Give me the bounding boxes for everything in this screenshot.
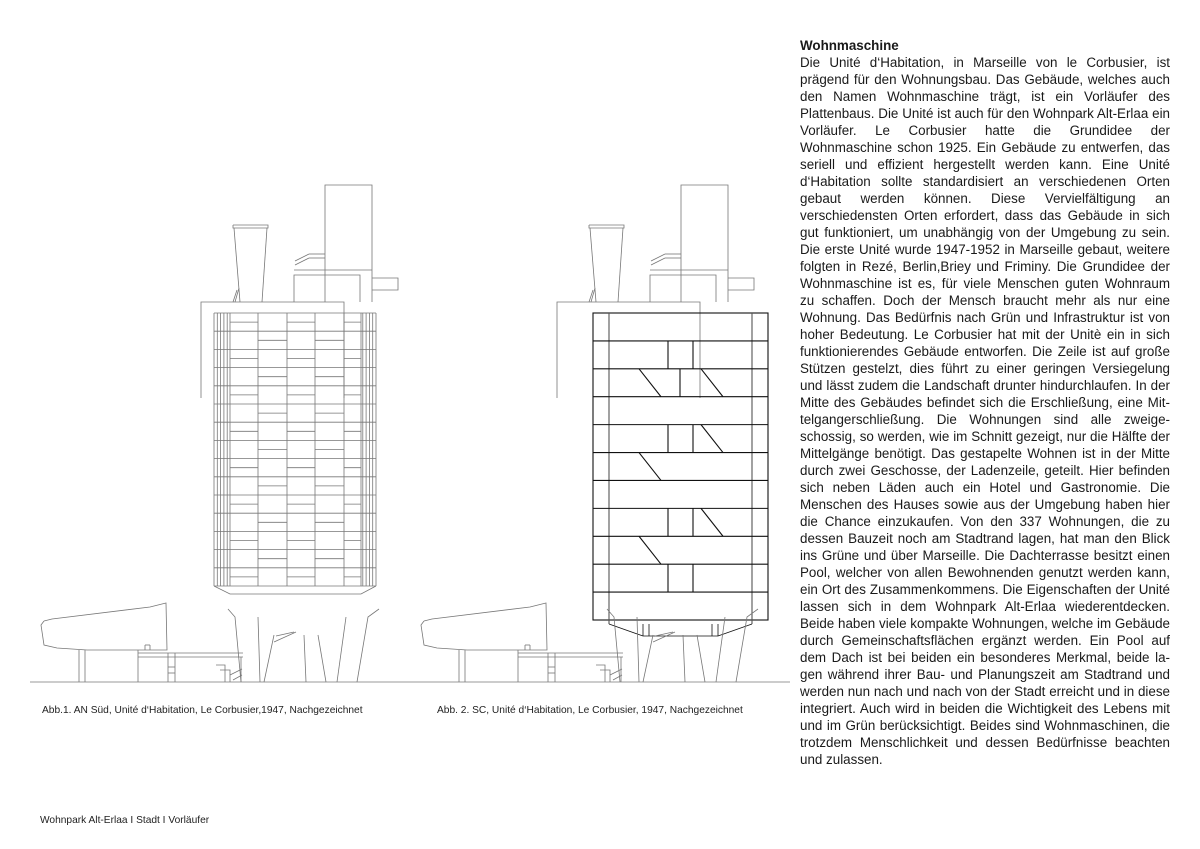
roof-structures xyxy=(201,185,398,398)
section-svg xyxy=(410,170,790,690)
article-body: Die Unité d‘Habitation, in Marseille von le Corbusier, ist prägend für den Wohnungsbau. Das Gebäude, welches auch den Namen Wohnmaschine trägt, ist ein Vorläufer des Plattenbaus. Die Unité ist auch für den Wohnpark Alt-Erlaa ein Vorläufer. Le Corbusier hatte die Grundidee der Wohnmaschine schon 1925. Ein Gebäude zu entwerfen, das seriell und effizient hergestellt werden kann. Eine Unité d‘Habitation sollte standardisiert an verschiedenen Orten gebaut werden können. Diese Vervielfältigung an verschiedensten Orten erfordert, dass das Gebäude in sich gut funktioniert, um unabhängig von der Umgebung zu sein. Die erste Unité wurde 1947-1952 in Marseille gebaut, weitere folgten in Rezé, Berlin,Briey und Friminy. Die Grundidee der Wohnmaschine ist es, für viele Menschen guten Wohnraum zu schaffen. Doch der Mensch braucht mehr als nur eine Wohnung. Das Bedürfnis nach Grün und Infrastruktur ist von hoher Bedeutung. Le Corbusier hat mit der Unitè ein in sich funktionierendes Gebäude entworfen. Die Zeile ist auf große Stützen gestelzt, dies führt zu einer geringen Versiegelung und lässt zudem die Landschaft drunter hindurchlaufen. In der Mitte des Gebäudes befindet sich die Erschließung, eine Mittelgangerschließung. Die Wohnungen sind alle zweigeschossig, so werden, wie im Schnitt gezeigt, nur die Hälfte der Mittelgänge benötigt. Das gestapelte Wohnen ist in der Mitte durch zwei Geschosse, der Ladenzeile, geteilt. Hier befinden sich neben Läden auch ein Hotel und Gastronomie. Die Menschen des Hauses sowie aus der Umgebung haben hier die Chance einzukaufen. Von den 337 Wohnungen, die zu dessen Bauzeit noch am Stadtrand lagen, hat man den Blick ins Grüne und über Marseille. Die Dachterrasse besitzt einen Pool, welcher von allen Bewohnenden genutzt werden kann, ein Ort des Zusammenkommens. Die Eigenschaften der Unité lassen sich in dem Wohnpark Alt-Erlaa wiederentdecken. Beide haben viele kompakte Wohnungen, welche im Gebäude durch Gemeinschaftsflächen ergänzt werden. Ein Pool auf dem Dach ist bei beiden ein besonderes Merkmal, beide lagen während ihrer Bau- und Planungszeit am Stadtrand und werden nun nach und nach von der Stadt erreicht und in diese integriert. Auch wird in beiden die Wichtigkeit des Lebens mit und im Grün berücksichtigt. Beides sind Wohnmaschinen, die trotzdem Menschlichkeit und dessen Bedürfnisse beachten und zulassen. xyxy=(800,55,1170,767)
entrance-canopy xyxy=(41,603,167,650)
stair-diag xyxy=(610,669,622,675)
stair-diagonal xyxy=(639,453,661,481)
pilotis-and-ground xyxy=(30,586,410,682)
piloti-brace xyxy=(653,632,675,642)
chimney-cap xyxy=(589,225,624,228)
section-outline xyxy=(593,313,768,620)
stair-diagonal xyxy=(701,425,723,453)
roof-annex xyxy=(728,278,754,290)
stair-diagonal xyxy=(639,536,661,564)
roof-slab xyxy=(201,302,344,398)
chimney-side xyxy=(618,228,623,302)
facade-grid xyxy=(214,313,376,586)
roof-block xyxy=(650,275,716,302)
piloti xyxy=(637,617,639,682)
stair-diagonal xyxy=(639,369,661,397)
ramp-line xyxy=(651,258,665,265)
chimney-cap xyxy=(233,225,268,228)
stair-diagonal xyxy=(701,508,723,536)
piloti xyxy=(264,635,274,682)
piloti xyxy=(258,617,260,682)
body-underside xyxy=(609,624,752,636)
page-footer: Wohnpark Alt-Erlaa I Stadt I Vorläufer xyxy=(40,815,210,826)
piloti xyxy=(683,635,685,682)
piloti-right-edge xyxy=(357,609,379,682)
ramp-line xyxy=(295,254,309,261)
piloti xyxy=(318,635,326,682)
figure-2-caption: Abb. 2. SC, Unité d‘Habitation, Le Corbusier, 1947, Nachgezeichnet xyxy=(437,705,743,716)
roof-annex xyxy=(372,278,398,290)
figure-1-caption: Abb.1. AN Süd, Unité d‘Habitation, Le Corbusier,1947, Nachgezeichnet xyxy=(42,705,363,716)
article-heading: Wohnmaschine xyxy=(800,38,899,53)
entrance-canopy xyxy=(421,603,547,650)
pilotis-and-ground xyxy=(410,603,790,682)
ramp-line xyxy=(651,254,665,261)
body-underside xyxy=(214,586,376,594)
stair-diagonal xyxy=(701,369,723,397)
ramp-line xyxy=(295,258,309,265)
stair-line xyxy=(596,665,605,682)
piloti xyxy=(697,635,705,682)
piloti xyxy=(337,617,346,682)
chimney-side xyxy=(262,228,267,302)
elevator-tower xyxy=(681,185,728,302)
piloti xyxy=(643,635,653,682)
piloti-brace xyxy=(274,632,296,642)
roof-slab xyxy=(557,302,700,398)
section-floors xyxy=(593,313,768,624)
article xyxy=(800,37,1170,768)
roof-structures xyxy=(557,185,754,398)
stair-line xyxy=(216,665,225,682)
roof-block xyxy=(294,275,360,302)
elevator-tower xyxy=(325,185,372,302)
piloti xyxy=(304,635,306,682)
elevation-svg xyxy=(30,170,410,690)
piloti xyxy=(716,617,725,682)
